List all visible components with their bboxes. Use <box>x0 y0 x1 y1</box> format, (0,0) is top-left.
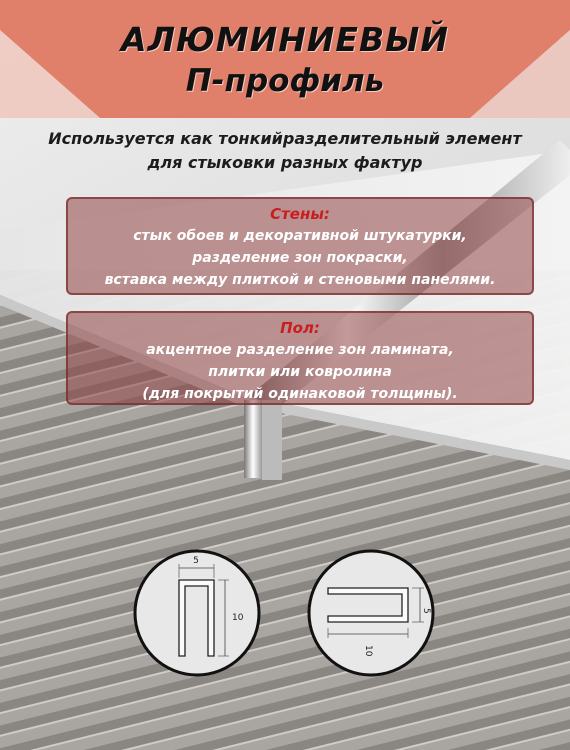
intro-line-2: для стыковки разных фактур <box>147 153 423 172</box>
floor-line-1: акцентное разделение зон ламината, <box>146 342 454 358</box>
title-banner <box>0 0 570 118</box>
profile-diagram-vertical <box>132 548 262 678</box>
walls-line-3: вставка между плиткой и стеновыми панелями. <box>104 272 496 288</box>
intro-line-1: Используется как тонкийразделительный элемент <box>48 129 522 148</box>
profile-diagram-horizontal <box>306 548 436 678</box>
walls-line-1: стык обоев и декоративной штукатурки, <box>133 228 467 244</box>
title-line-1: АЛЮМИНИЕВЫЙ <box>121 20 449 59</box>
floor-box <box>66 311 534 405</box>
intro-text <box>20 127 550 175</box>
width-label: 5 <box>193 556 199 566</box>
floor-line-2: плитки или ковролина <box>208 364 392 380</box>
height-label: 5 <box>421 608 431 614</box>
floor-heading: Пол: <box>280 319 320 337</box>
width-label: 10 <box>363 645 373 657</box>
title-line-2: П-профиль <box>185 63 385 99</box>
walls-heading: Стены: <box>270 205 330 223</box>
floor-line-3: (для покрытий одинаковой толщины). <box>142 386 458 402</box>
walls-box <box>66 197 534 295</box>
height-label: 10 <box>232 613 244 623</box>
walls-line-2: разделение зон покраски, <box>192 250 408 266</box>
